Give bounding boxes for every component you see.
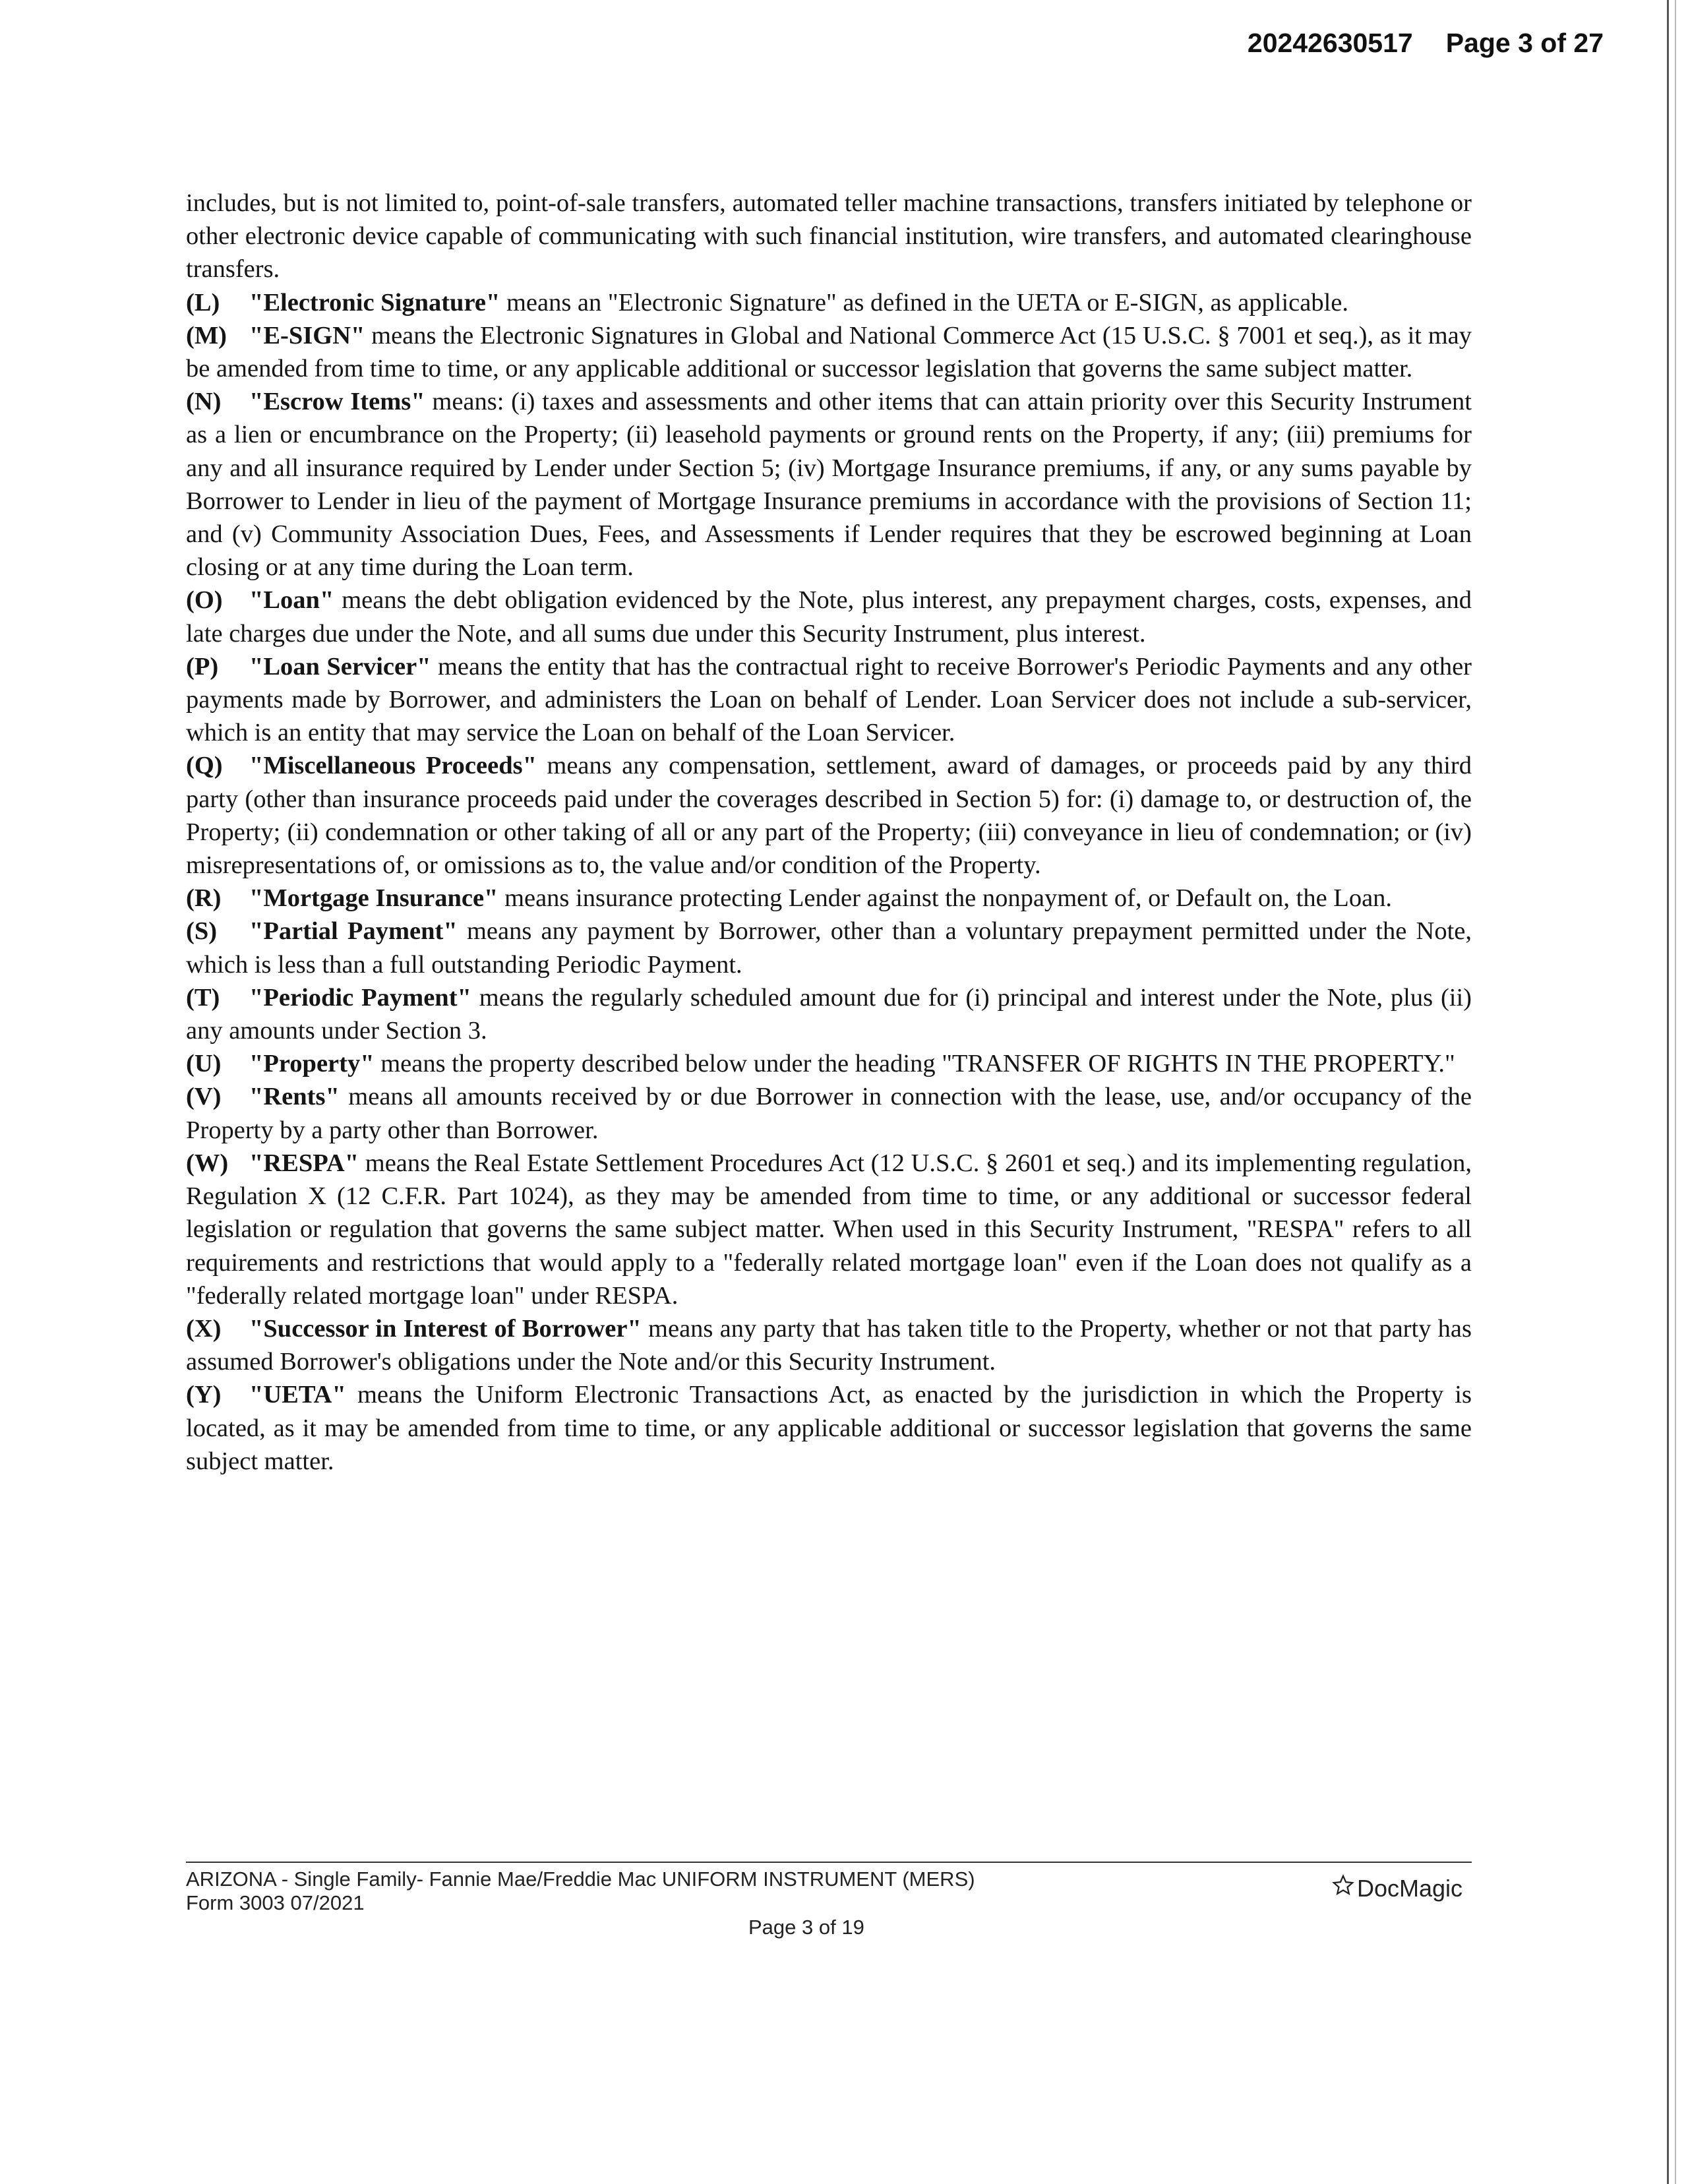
definition-letter: (R): [186, 884, 222, 913]
definition-term: "Electronic Signature": [249, 288, 500, 317]
definition-text: means: (i) taxes and assessments and other items that can attain priority over this Security Instrument as a lien or encumbrance on the Property; (ii) leasehold payments or ground rents on the Property, if any; (iii) premiums for any and all insurance required by Lender under Section 5; (iv) Mortgage Insurance premiums, if any, or any sums payable by Borrower to Lender in lieu of the payment of Mortgage Insurance premiums in accordance with the provisions of Section 11; and (v) Community Association Dues, Fees, and Assessments if Lender requires that they be escrowed beginning at Loan closing or at any time during the Loan term.: [186, 388, 1472, 582]
recording-page-label: Page 3 of 27: [1445, 28, 1604, 58]
definition-text: means the Real Estate Settlement Procedures Act (12 U.S.C. § 2601 et seq.) and its implementing regulation, Regulation X (12 C.F.R. Part 1024), as they may be amended from time to time, or any additional or successor federal legislation or regulation that governs the same subject matter. When used in this Security Instrument, "RESPA" refers to all requirements and restrictions that would apply to a "federally related mortgage loan" even if the Loan does not qualify as a "federally related mortgage loan" under RESPA.: [186, 1149, 1472, 1310]
definition-term: "Miscellaneous Proceeds": [249, 752, 537, 780]
definition-letter: (W): [186, 1149, 229, 1177]
footer-instrument-title: ARIZONA - Single Family- Fannie Mae/Freddie Mac UNIFORM INSTRUMENT (MERS): [186, 1867, 975, 1891]
definition-term: "Property": [249, 1050, 375, 1078]
definition-item: [186, 286, 1472, 319]
definition-item: [186, 749, 1472, 882]
footer-form-number: Form 3003 07/2021: [186, 1891, 365, 1914]
definition-term: "Periodic Payment": [249, 983, 471, 1012]
docmagic-logo: [1332, 1874, 1462, 1902]
definition-item: [186, 1080, 1472, 1146]
definition-item: [186, 319, 1472, 385]
definition-letter: (Q): [186, 752, 223, 780]
star-outline-icon: [1332, 1874, 1354, 1902]
definition-item: [186, 584, 1472, 650]
definition-term: "Mortgage Insurance": [249, 884, 498, 913]
definition-item: [186, 385, 1472, 584]
definition-item: [186, 1047, 1472, 1080]
definition-text: means insurance protecting Lender against the nonpayment of, or Default on, the Loan.: [498, 884, 1393, 913]
definition-term: "Partial Payment": [249, 917, 458, 946]
definition-letter: (V): [186, 1083, 222, 1111]
definitions-list: [186, 286, 1472, 1478]
page-header: [1248, 28, 1604, 59]
definition-letter: (L): [186, 288, 220, 317]
definition-term: "RESPA": [249, 1149, 359, 1177]
recording-number: 20242630517: [1247, 28, 1413, 58]
definition-text: means the Uniform Electronic Transactions Act, as enacted by the jurisdiction in which the Property is located, as it may be amended from time to time, or any applicable additional or successor legislation that governs the same subject matter.: [186, 1381, 1472, 1475]
definition-letter: (N): [186, 388, 222, 416]
definition-text: means any payment by Borrower, other than a voluntary prepayment permitted under the Note, which is less than a full outstanding Periodic Payment.: [186, 917, 1472, 979]
definition-term: "Successor in Interest of Borrower": [249, 1314, 642, 1343]
definition-item: [186, 650, 1472, 750]
definition-item: [186, 882, 1472, 915]
definition-term: "Rents": [249, 1083, 340, 1111]
docmagic-logo-text: DocMagic: [1357, 1874, 1463, 1902]
footer-form-info: [186, 1867, 975, 1915]
definition-item: [186, 1378, 1472, 1478]
footer-rule: [186, 1862, 1472, 1863]
definition-term: "Loan": [249, 586, 334, 615]
definition-letter: (U): [186, 1050, 222, 1078]
definition-letter: (T): [186, 983, 220, 1012]
definition-term: "UETA": [249, 1381, 346, 1409]
definition-letter: (M): [186, 321, 227, 349]
definition-term: "Escrow Items": [249, 388, 425, 416]
definition-text: means any compensation, settlement, award of damages, or proceeds paid by any third party (other than insurance proceeds paid under the coverages described in Section 5) for: (i) damage to, or destruction of, the Property; (ii) condemnation or other taking of all or any part of the Property; (iii) conveyance in lieu of condemnation; or (iv) misrepresentations of, or omissions as to, the value and/or condition of the Property.: [186, 752, 1472, 880]
definition-letter: (Y): [186, 1381, 222, 1409]
definition-text: means an "Electronic Signature" as defined in the UETA or E-SIGN, as applicable.: [500, 288, 1349, 317]
definition-text: means the entity that has the contractual right to receive Borrower's Periodic Payments and any other payments made by Borrower, and administers the Loan on behalf of Lender. Loan Servicer does not include a sub-servicer, which is an entity that may service the Loan on behalf of the Loan Servicer.: [186, 652, 1472, 747]
definition-item: [186, 915, 1472, 981]
definition-text: means the property described below under the heading "TRANSFER OF RIGHTS IN THE PROPERTY.": [374, 1050, 1455, 1078]
definition-letter: (S): [186, 917, 218, 946]
definition-letter: (P): [186, 652, 219, 681]
definition-letter: (O): [186, 586, 223, 615]
definition-term: "Loan Servicer": [249, 652, 431, 681]
definition-text: means the debt obligation evidenced by the Note, plus interest, any prepayment charges, costs, expenses, and late charges due under the Note, and all sums due under this Security Instrument, plus interest.: [186, 586, 1472, 648]
intro-paragraph: includes, but is not limited to, point-of-sale transfers, automated teller machine transactions, transfers initiated by telephone or other electronic device capable of communicating with such financial institution, wire transfers, and automated clearinghouse transfers.: [186, 189, 1472, 284]
scan-edge-line: [1667, 0, 1669, 2184]
definition-item: [186, 1147, 1472, 1312]
scan-edge-line-secondary: [1675, 0, 1676, 2184]
definition-text: means all amounts received by or due Borrower in connection with the lease, use, and/or occupancy of the Property by a party other than Borrower.: [186, 1083, 1472, 1144]
definition-text: means the Electronic Signatures in Global and National Commerce Act (15 U.S.C. § 7001 et seq.), as it may be amended from time to time, or any applicable additional or successor legislation that governs the same subject matter.: [186, 321, 1472, 383]
definition-text: means any party that has taken title to the Property, whether or not that party has assumed Borrower's obligations under the Note and/or this Security Instrument.: [186, 1314, 1472, 1376]
definition-item: [186, 1312, 1472, 1378]
document-body: [186, 187, 1472, 1478]
definition-letter: (X): [186, 1314, 222, 1343]
definition-item: [186, 981, 1472, 1047]
definition-text: means the regularly scheduled amount due for (i) principal and interest under the Note, plus (ii) any amounts under Section 3.: [186, 983, 1472, 1045]
definition-term: "E-SIGN": [249, 321, 365, 349]
footer-page-number: Page 3 of 19: [748, 1916, 864, 1939]
